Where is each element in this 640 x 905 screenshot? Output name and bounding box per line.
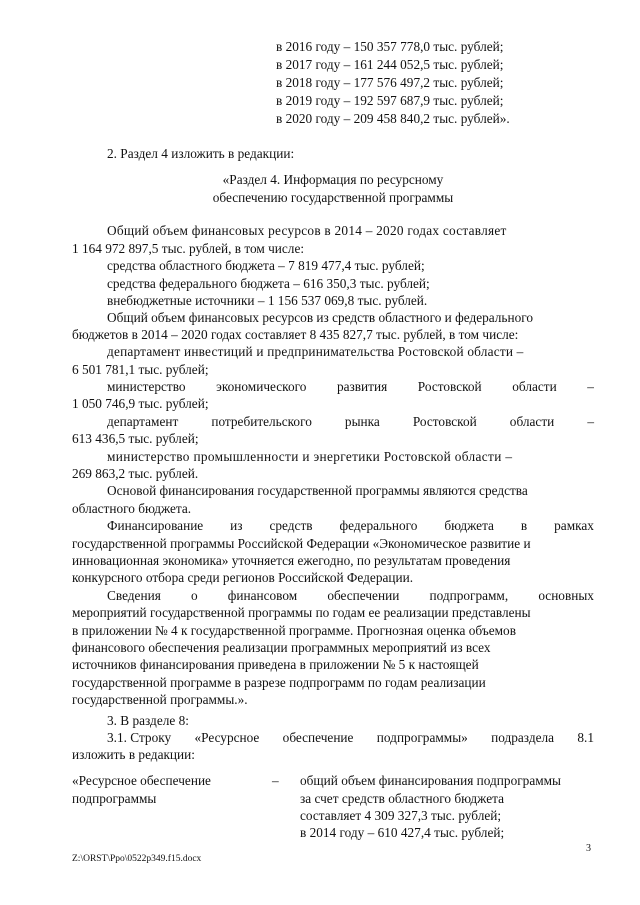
word: подраздела [491, 730, 555, 745]
word: министерство [107, 379, 186, 394]
word: экономического [216, 379, 307, 394]
word: Сведения [107, 588, 161, 603]
dept2-line-2: 1 050 746,9 тыс. рублей; [72, 396, 209, 411]
table-left-line-2: подпрограммы [72, 791, 157, 806]
dept1-line-1: департамент инвестиций и предпринимательства Ростовской области – [107, 344, 524, 359]
word: рамках [554, 518, 594, 533]
para1-item-federal: средства федерального бюджета – 616 350,3 тыс. рублей; [107, 276, 430, 291]
word: потребительского [211, 414, 312, 429]
para1-line-1: Общий объем финансовых ресурсов в 2014 – 2020 годах составляет [107, 223, 507, 238]
dept4-line-2: 269 863,2 тыс. рублей. [72, 466, 199, 481]
word: подпрограммы» [376, 730, 468, 745]
table-right-line-1: общий объем финансирования подпрограммы [300, 773, 561, 788]
table-right-line-2: за счет средств областного бюджета [300, 791, 504, 806]
item-31-line-2: изложить в редакции: [72, 747, 195, 762]
word: обеспечение [282, 730, 354, 745]
table-right-line-4: в 2014 году – 610 427,4 тыс. рублей; [300, 825, 505, 840]
word: – [587, 379, 594, 394]
para2-line-1: Общий объем финансовых ресурсов из средств областного и федерального [107, 310, 534, 325]
para4-line-4: конкурсного отбора среди регионов Российской Федерации. [72, 570, 414, 585]
item-31-line-1 [107, 729, 594, 747]
year-line-2020: в 2020 году – 209 458 840,2 тыс. рублей». [276, 111, 510, 126]
word: из [230, 518, 243, 533]
dept3-line-1 [107, 413, 594, 431]
word: Ростовской [417, 379, 482, 394]
para3-line-2: областного бюджета. [72, 501, 192, 516]
word: – [587, 414, 594, 429]
word: в [520, 518, 528, 533]
para5-line-4: финансового обеспечения реализации программных мероприятий из всех [72, 640, 491, 655]
word: развития [336, 379, 388, 394]
word: основных [538, 588, 594, 603]
year-line-2018: в 2018 году – 177 576 497,2 тыс. рублей; [276, 75, 504, 90]
page-number: 3 [586, 843, 591, 854]
word: рынка [344, 414, 380, 429]
dept2-line-1 [107, 378, 594, 396]
para1-item-regional: средства областного бюджета – 7 819 477,4 тыс. рублей; [107, 258, 425, 273]
item-2-heading: 2. Раздел 4 изложить в редакции: [107, 146, 295, 161]
table-right-line-3: составляет 4 309 327,3 тыс. рублей; [300, 808, 502, 823]
para2-line-2: бюджетов в 2014 – 2020 годах составляет 8 435 827,7 тыс. рублей, в том числе: [72, 327, 519, 342]
para1-line-2: 1 164 972 897,5 тыс. рублей, в том числе: [72, 241, 305, 256]
word: департамент [107, 414, 179, 429]
word: Финансирование [107, 518, 204, 533]
word: о [190, 588, 198, 603]
word: области [512, 379, 557, 394]
word: федерального [339, 518, 418, 533]
word: обеспечении [327, 588, 400, 603]
dept1-line-2: 6 501 781,1 тыс. рублей; [72, 362, 209, 377]
para5-line-1 [107, 587, 594, 605]
section-title-line-1: «Раздел 4. Информация по ресурсному [222, 172, 444, 187]
footer-file-path: Z:\ORST\Ppo\0522p349.f15.docx [72, 854, 202, 864]
word: «Ресурсное [194, 730, 260, 745]
para5-line-5: источников финансирования приведена в приложении № 5 к настоящей [72, 657, 479, 672]
para1-item-extrabudget: внебюджетные источники – 1 156 537 069,8 тыс. рублей. [107, 293, 428, 308]
year-line-2019: в 2019 году – 192 597 687,9 тыс. рублей; [276, 93, 504, 108]
year-line-2017: в 2017 году – 161 244 052,5 тыс. рублей; [276, 57, 504, 72]
para5-line-7: государственной программы.». [72, 692, 248, 707]
word: финансовом [227, 588, 298, 603]
word: 3.1. Строку [107, 730, 172, 745]
para5-line-6: государственной программе в разрезе подпрограмм по годам реализации [72, 675, 486, 690]
word: 8.1 [577, 730, 594, 745]
para4-line-2: государственной программы Российской Федерации «Экономическое развитие и [72, 536, 531, 551]
word: Ростовской [412, 414, 477, 429]
para4-line-1 [107, 517, 594, 535]
table-dash: – [272, 773, 279, 788]
para5-line-3: в приложении № 4 к государственной программе. Прогнозная оценка объемов [72, 623, 516, 638]
year-line-2016: в 2016 году – 150 357 778,0 тыс. рублей; [276, 39, 504, 54]
table-left-line-1: «Ресурсное обеспечение [72, 773, 211, 788]
word: области [509, 414, 555, 429]
item-3-heading: 3. В разделе 8: [107, 713, 189, 728]
dept3-line-2: 613 436,5 тыс. рублей; [72, 431, 199, 446]
word: подпрограмм, [429, 588, 509, 603]
word: средств [269, 518, 313, 533]
para3-line-1: Основой финансирования государственной программы являются средства [107, 483, 528, 498]
para4-line-3: инновационная экономика» уточняется ежегодно, по результатам проведения [72, 553, 511, 568]
dept4-line-1: министерство промышленности и энергетики Ростовской области – [107, 449, 513, 464]
para5-line-2: мероприятий государственной программы по годам ее реализации представлены [72, 605, 531, 620]
section-title-line-2: обеспечению государственной программы [212, 190, 454, 205]
word: бюджета [444, 518, 494, 533]
